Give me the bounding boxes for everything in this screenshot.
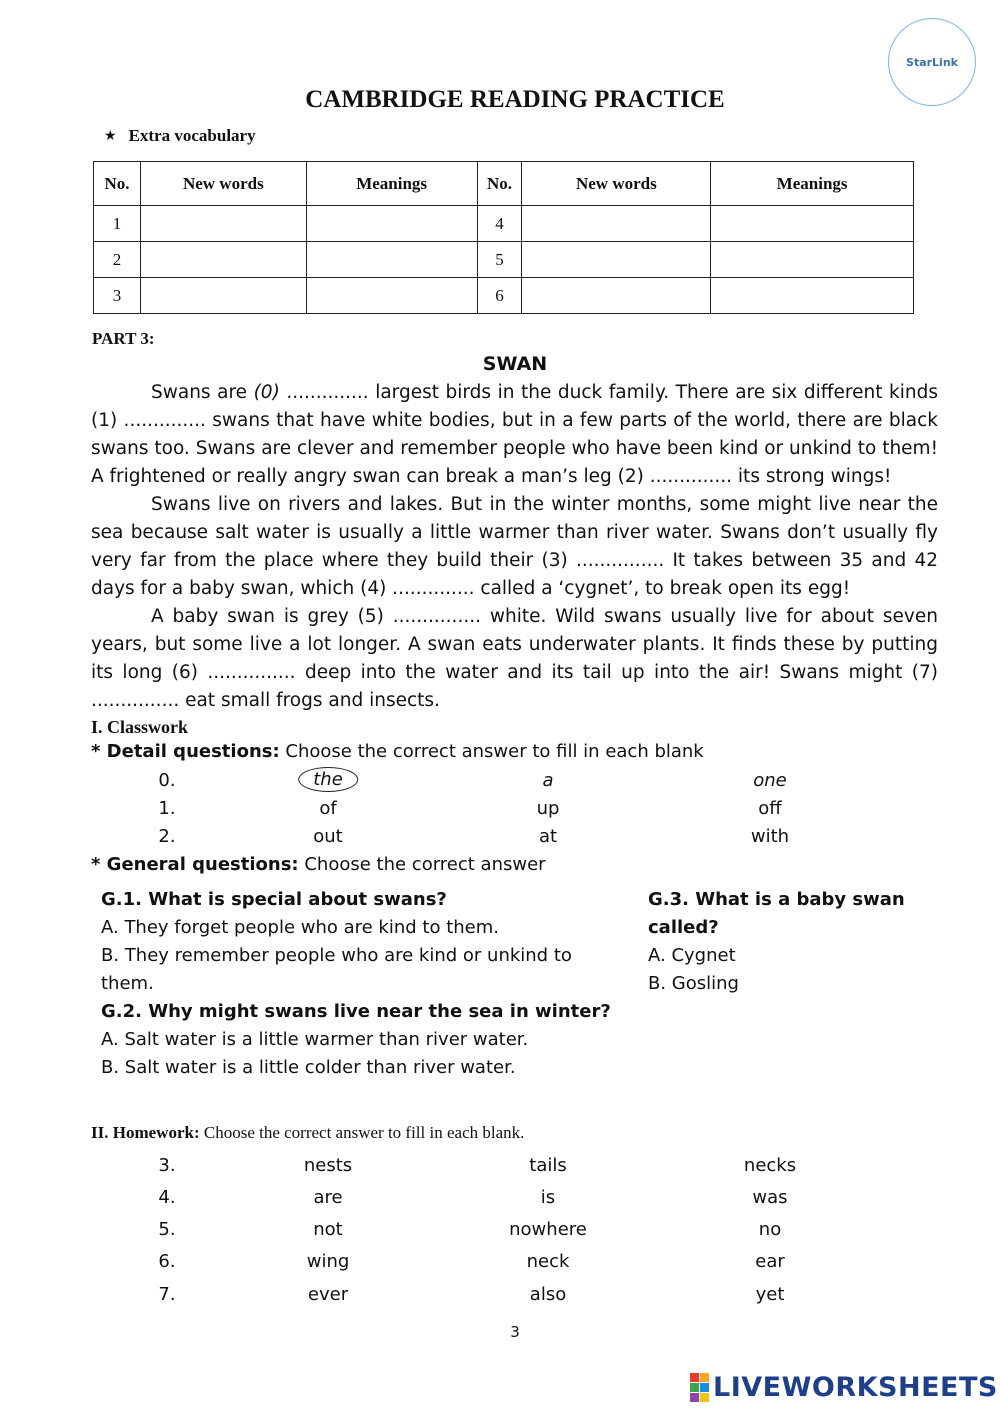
logo-block: [690, 1373, 699, 1382]
question-number: 1.: [158, 798, 176, 819]
option-c[interactable]: was: [752, 1187, 788, 1208]
logo-block: [700, 1373, 709, 1382]
new-word-cell[interactable]: [522, 278, 711, 314]
question-number: 7.: [158, 1284, 176, 1305]
option-row: [0, 798, 1000, 826]
vocab-header-cell: Meanings: [711, 162, 914, 206]
option-b[interactable]: also: [529, 1284, 567, 1305]
vocab-number: 4: [477, 206, 522, 242]
answer-option[interactable]: A. Cygnet: [648, 945, 736, 966]
option-a-selected[interactable]: the: [298, 767, 358, 792]
question-number: 4.: [158, 1187, 176, 1208]
vocab-number: 1: [94, 206, 141, 242]
option-row: [0, 1284, 1000, 1312]
table-row: [94, 206, 914, 242]
option-row: [0, 1251, 1000, 1279]
meaning-cell[interactable]: [711, 206, 914, 242]
general-questions-instruction: [91, 854, 546, 875]
option-row: [0, 1155, 1000, 1183]
option-c[interactable]: yet: [755, 1284, 785, 1305]
option-b[interactable]: tails: [529, 1155, 567, 1176]
question-text: G.2. Why might swans live near the sea in winter?: [101, 1001, 611, 1022]
vocab-header-cell: No.: [94, 162, 141, 206]
general-instruction: Choose the correct answer: [298, 854, 546, 875]
paragraph-text: Swans live on rivers and lakes. But in the winter months, some might live near the sea because salt water is usually a little warmer than river water. Swans don’t usually fly very far from the place where they build their (3) ............... It takes between 35 and 42 days for a baby swan, which (4) .............. called a ‘cygnet’, to break open its egg!: [91, 494, 938, 599]
option-b[interactable]: neck: [526, 1251, 570, 1272]
new-word-cell[interactable]: [140, 206, 306, 242]
paragraph-text: .............. largest birds in the duck family. There are six different kinds (1) .............. swans that have white bodies, but in a few parts of the world, there are black swans too. Swans are clever and remember people who have been kind or unkind to them! A frightened or really angry swan can break a man’s leg (2) .............. its strong wings!: [91, 382, 938, 487]
answer-option[interactable]: A. They forget people who are kind to them.: [101, 917, 500, 938]
option-c[interactable]: ear: [755, 1251, 785, 1272]
option-a[interactable]: ever: [307, 1284, 349, 1305]
vocab-heading-label: Extra vocabulary: [128, 126, 256, 145]
option-b[interactable]: up: [536, 798, 560, 819]
option-row: [0, 1219, 1000, 1247]
paragraph-text: Swans are: [151, 382, 254, 403]
question-number: 6.: [158, 1251, 176, 1272]
logo-block: [690, 1383, 699, 1392]
liveworksheets-logo-icon: [690, 1373, 709, 1402]
meaning-cell[interactable]: [711, 278, 914, 314]
meaning-cell[interactable]: [306, 242, 477, 278]
question-number: 3.: [158, 1155, 176, 1176]
question-text: G.1. What is special about swans?: [101, 889, 447, 910]
answer-option[interactable]: B. They remember people who are kind or unkind to them.: [101, 945, 572, 994]
option-b[interactable]: a: [542, 770, 554, 791]
vocab-header-cell: New words: [140, 162, 306, 206]
question-number: 5.: [158, 1219, 176, 1240]
paragraph-text: A baby swan is grey (5) ............... white. Wild swans usually live for about seven years, but some live a lot longer. A swan eats underwater plants. It finds these by putting its long (6) ............... deep into the water and its tail up into the air! Swans might (7) ............... eat small frogs and insects.: [91, 606, 938, 711]
logo-text: StarLink: [906, 55, 958, 69]
new-word-cell[interactable]: [140, 242, 306, 278]
general-label: * General questions:: [91, 854, 299, 875]
detail-questions-instruction: [91, 741, 704, 762]
answer-option[interactable]: B. Gosling: [648, 973, 739, 994]
option-a[interactable]: nests: [303, 1155, 353, 1176]
homework-instruction: [91, 1123, 524, 1143]
new-word-cell[interactable]: [522, 242, 711, 278]
liveworksheets-footer[interactable]: [690, 1372, 998, 1403]
vocab-heading: [104, 126, 256, 146]
option-c[interactable]: one: [753, 770, 787, 791]
question-text: G.3. What is a baby swan called?: [648, 889, 905, 938]
star-icon: ★: [104, 128, 117, 144]
option-a[interactable]: out: [313, 826, 343, 847]
passage-paragraph: [91, 379, 938, 491]
liveworksheets-brand: LIVEWORKSHEETS: [713, 1372, 998, 1403]
table-row: [94, 242, 914, 278]
story-title: SWAN: [482, 353, 548, 375]
vocab-number: 6: [477, 278, 522, 314]
option-a[interactable]: not: [313, 1219, 343, 1240]
vocab-header-cell: Meanings: [306, 162, 477, 206]
option-c[interactable]: necks: [743, 1155, 797, 1176]
option-b[interactable]: is: [540, 1187, 556, 1208]
reading-passage: [91, 379, 938, 715]
detail-label: * Detail questions:: [91, 741, 280, 762]
homework-label: II. Homework:: [91, 1123, 200, 1142]
option-b[interactable]: nowhere: [509, 1219, 587, 1240]
option-c[interactable]: with: [750, 826, 790, 847]
option-row: [0, 770, 1000, 798]
new-word-cell[interactable]: [522, 206, 711, 242]
vocab-header-row: [94, 162, 914, 206]
general-question-g1: [101, 886, 611, 998]
option-row: [0, 826, 1000, 854]
option-c[interactable]: no: [758, 1219, 782, 1240]
meaning-cell[interactable]: [711, 242, 914, 278]
logo-block: [700, 1393, 709, 1402]
meaning-cell[interactable]: [306, 206, 477, 242]
page-number: 3: [510, 1323, 520, 1341]
vocab-number: 3: [94, 278, 141, 314]
logo-block: [690, 1393, 699, 1402]
option-a[interactable]: are: [313, 1187, 343, 1208]
general-question-g3: [648, 886, 928, 998]
vocab-number: 5: [477, 242, 522, 278]
passage-paragraph: [91, 603, 938, 715]
vocab-table: [93, 161, 914, 314]
homework-text: Choose the correct answer to fill in each blank.: [199, 1123, 525, 1142]
vocab-header-cell: New words: [522, 162, 711, 206]
classwork-heading: I. Classwork: [91, 717, 189, 737]
part-heading: PART 3:: [92, 329, 155, 348]
option-c[interactable]: off: [758, 798, 782, 819]
detail-instruction: Choose the correct answer to fill in each blank: [279, 741, 704, 762]
question-number: 0.: [158, 770, 176, 791]
option-a[interactable]: of: [319, 798, 337, 819]
meaning-cell[interactable]: [306, 278, 477, 314]
option-a[interactable]: wing: [306, 1251, 350, 1272]
answer-option[interactable]: A. Salt water is a little warmer than river water.: [101, 1029, 529, 1050]
logo-block: [700, 1383, 709, 1392]
answer-option[interactable]: B. Salt water is a little colder than river water.: [101, 1057, 516, 1078]
page-title: CAMBRIDGE READING PRACTICE: [305, 86, 725, 113]
vocab-number: 2: [94, 242, 141, 278]
new-word-cell[interactable]: [140, 278, 306, 314]
option-b[interactable]: at: [538, 826, 558, 847]
passage-paragraph: [91, 491, 938, 603]
option-row: [0, 1187, 1000, 1215]
general-question-g2: [101, 998, 631, 1082]
vocab-header-cell: No.: [477, 162, 522, 206]
example-marker: (0): [253, 382, 280, 403]
table-row: [94, 278, 914, 314]
question-number: 2.: [158, 826, 176, 847]
